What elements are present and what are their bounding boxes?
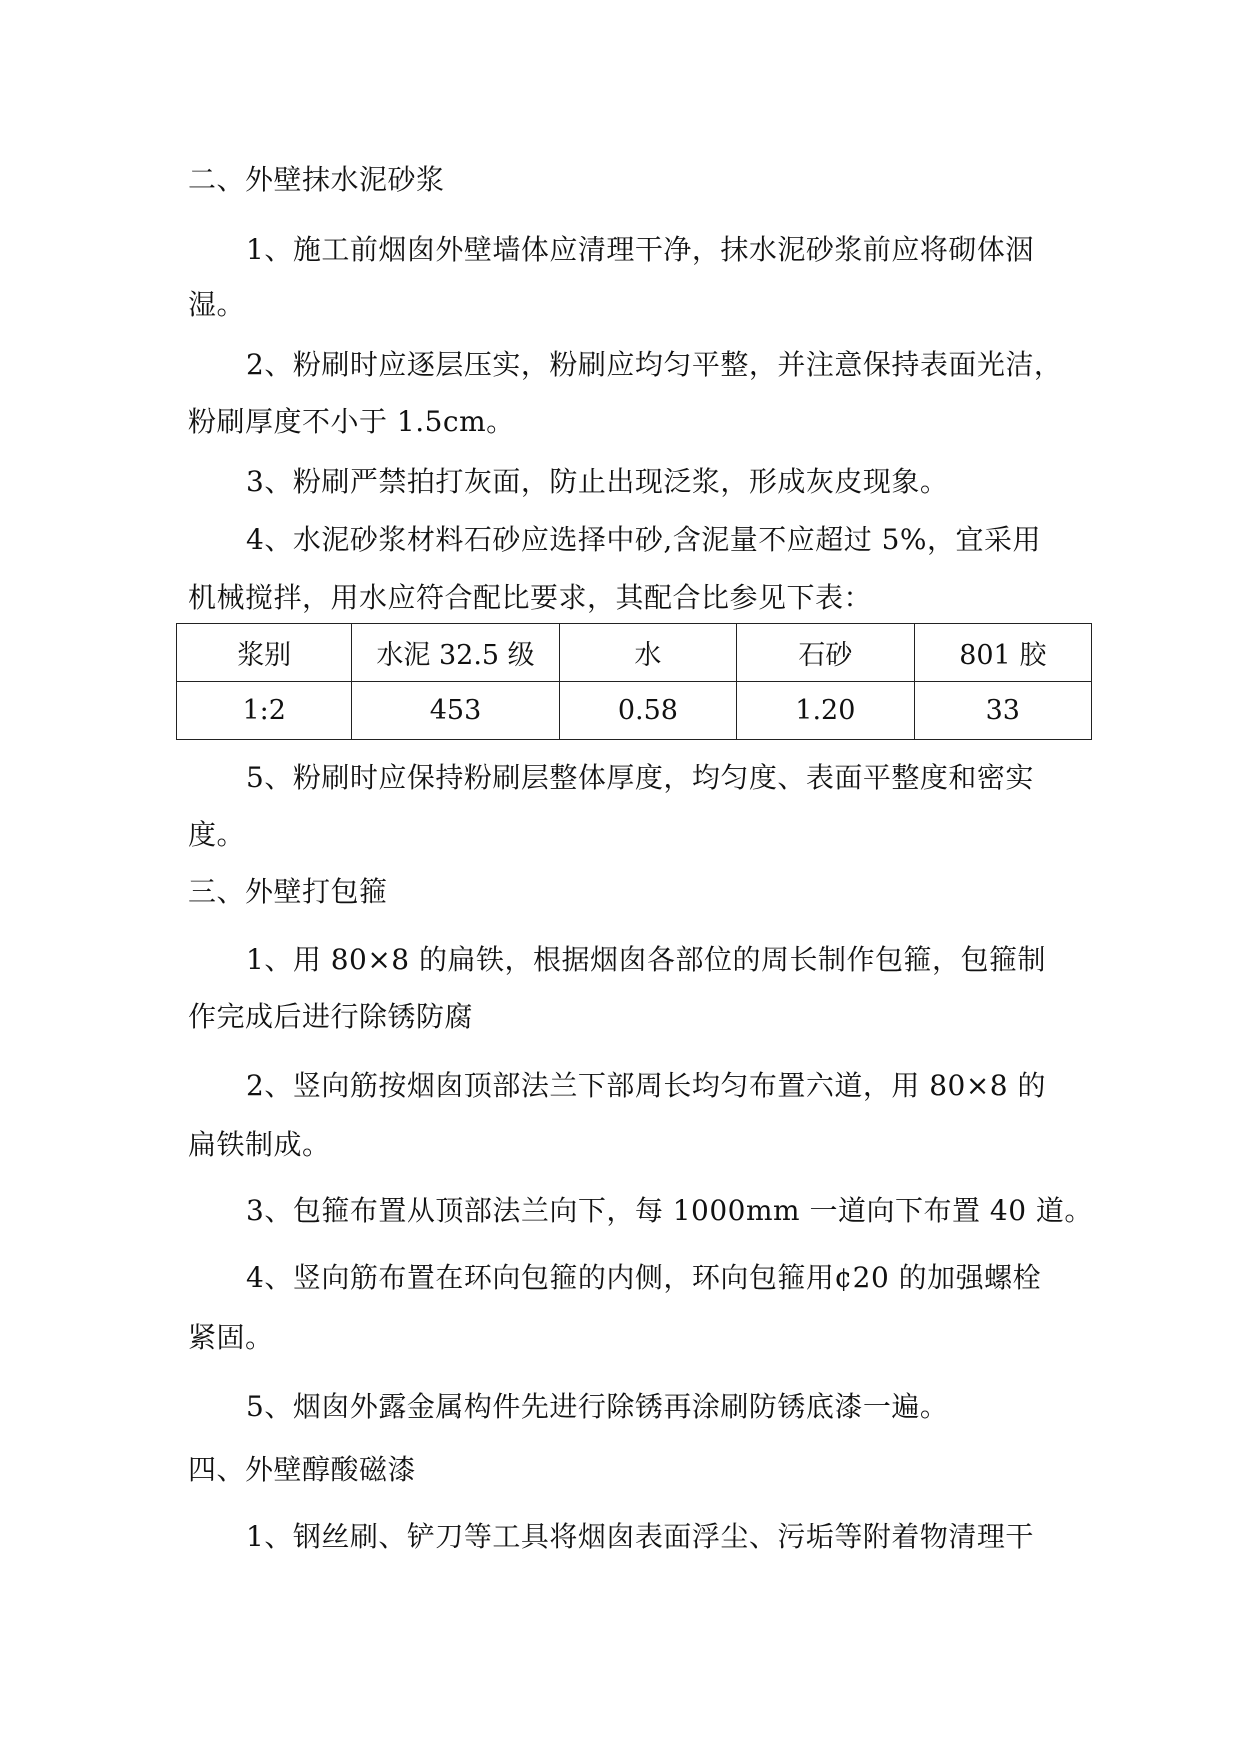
paragraph-line: 4、水泥砂浆材料石砂应选择中砂,含泥量不应超过 5%，宜采用 (246, 523, 1042, 556)
paragraph-line: 紧固。 (188, 1321, 274, 1354)
table-cell: 453 (352, 682, 559, 740)
table-header-cell: 浆别 (177, 624, 352, 682)
table-header-cell: 石砂 (737, 624, 914, 682)
paragraph-line: 2、粉刷时应逐层压实，粉刷应均匀平整，并注意保持表面光洁， (246, 348, 1063, 381)
paragraph-line: 湿。 (188, 288, 246, 321)
paragraph-line: 2、竖向筋按烟囱顶部法兰下部周长均匀布置六道，用 80×8 的 (246, 1069, 1047, 1102)
table-header-row (177, 624, 1092, 682)
table-header-cell: 水泥 32.5 级 (352, 624, 559, 682)
table-cell: 33 (914, 682, 1091, 740)
paragraph-line: 作完成后进行除锈防腐 (188, 1000, 474, 1033)
paragraph-line: 1、用 80×8 的扁铁，根据烟囱各部位的周长制作包箍，包箍制 (246, 943, 1047, 976)
table-cell: 1.20 (737, 682, 914, 740)
paragraph-line: 扁铁制成。 (188, 1128, 331, 1161)
table-cell: 0.58 (559, 682, 736, 740)
paragraph-line: 粉刷厚度不小于 1.5cm。 (188, 405, 515, 438)
paragraph-line: 5、烟囱外露金属构件先进行除锈再涂刷防锈底漆一遍。 (246, 1390, 949, 1423)
paragraph-line: 3、粉刷严禁拍打灰面，防止出现泛浆，形成灰皮现象。 (246, 465, 949, 498)
table-header-cell: 水 (559, 624, 736, 682)
section-heading-4: 四、外壁醇酸磁漆 (188, 1453, 417, 1486)
table-cell: 1:2 (177, 682, 352, 740)
paragraph-line: 1、钢丝刷、铲刀等工具将烟囱表面浮尘、污垢等附着物清理干 (246, 1520, 1034, 1553)
paragraph-line: 5、粉刷时应保持粉刷层整体厚度，均匀度、表面平整度和密实 (246, 761, 1034, 794)
table-header-cell: 801 胶 (914, 624, 1091, 682)
paragraph-line: 1、施工前烟囱外壁墙体应清理干净，抹水泥砂浆前应将砌体洇 (246, 233, 1034, 266)
paragraph-line: 4、竖向筋布置在环向包箍的内侧，环向包箍用¢20 的加强螺栓 (246, 1261, 1042, 1294)
paragraph-line: 3、包箍布置从顶部法兰向下，每 1000mm 一道向下布置 40 道。 (246, 1194, 1093, 1227)
mix-ratio-table (176, 623, 1092, 740)
paragraph-line: 机械搅拌，用水应符合配比要求，其配合比参见下表： (188, 581, 873, 614)
section-heading-2: 二、外壁抹水泥砂浆 (188, 163, 445, 196)
paragraph-line: 度。 (188, 818, 246, 851)
table-row (177, 682, 1092, 740)
section-heading-3: 三、外壁打包箍 (188, 875, 388, 908)
